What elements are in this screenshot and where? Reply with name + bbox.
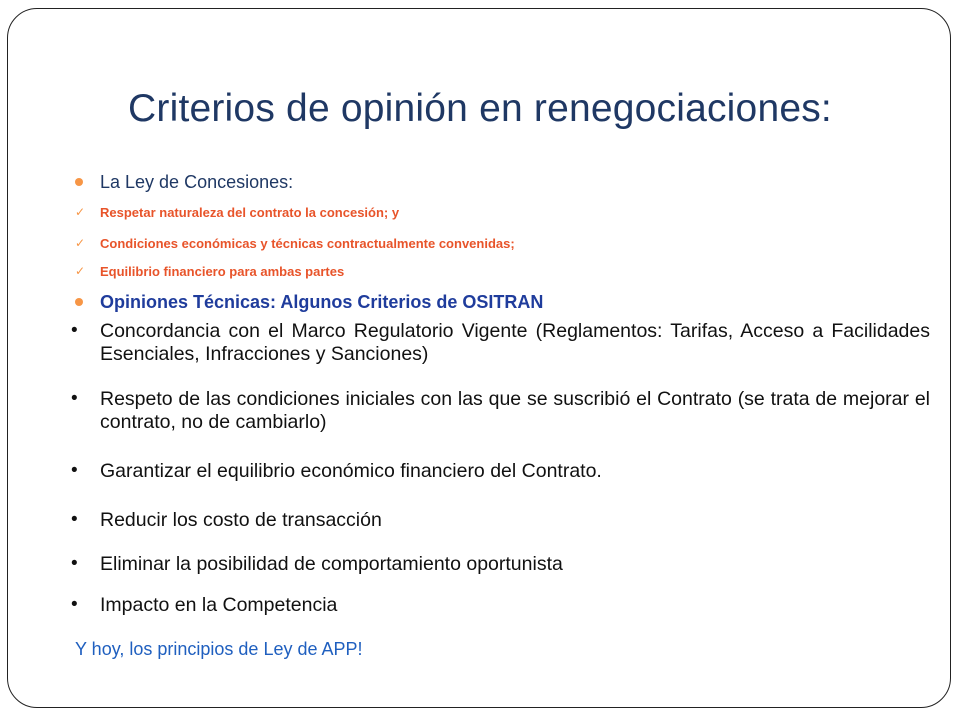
sub-item-text: Respetar naturaleza del contrato la concesión; y bbox=[100, 205, 400, 220]
bullet-dot-icon: • bbox=[71, 594, 78, 615]
orange-dot-icon bbox=[75, 178, 83, 186]
section-heading-ley: La Ley de Concesiones: bbox=[100, 172, 294, 192]
closing-note: Y hoy, los principios de Ley de APP! bbox=[75, 639, 363, 659]
bullet-text: Reducir los costo de transacción bbox=[100, 509, 382, 531]
bullet-text: Garantizar el equilibrio económico financiero del Contrato. bbox=[100, 460, 602, 482]
section-heading-opiniones: Opiniones Técnicas: Algunos Criterios de OSITRAN bbox=[100, 292, 544, 312]
bullet-text: Respeto de las condiciones iniciales con las que se suscribió el Contrato (se trata de mejorar el contrato, no de cambiarlo) bbox=[100, 388, 930, 433]
bullet-text: Impacto en la Competencia bbox=[100, 594, 338, 616]
checkmark-icon: ✓ bbox=[75, 236, 86, 250]
bullet-dot-icon: • bbox=[71, 553, 78, 574]
sub-item-text: Equilibrio financiero para ambas partes bbox=[100, 264, 345, 279]
bullet-dot-icon: • bbox=[71, 509, 78, 530]
checkmark-icon: ✓ bbox=[75, 264, 86, 278]
bullet-text: Eliminar la posibilidad de comportamiento oportunista bbox=[100, 553, 563, 575]
checkmark-icon: ✓ bbox=[75, 205, 86, 219]
bullet-dot-icon: • bbox=[71, 388, 78, 409]
slide-title: Criterios de opinión en renegociaciones: bbox=[128, 87, 832, 130]
orange-dot-icon bbox=[75, 298, 83, 306]
bullet-dot-icon: • bbox=[71, 460, 78, 481]
bullet-text: Concordancia con el Marco Regulatorio Vigente (Reglamentos: Tarifas, Acceso a Facilidades Esenciales, Infracciones y Sanciones) bbox=[100, 320, 930, 365]
sub-item-text: Condiciones económicas y técnicas contractualmente convenidas; bbox=[100, 236, 515, 251]
bullet-dot-icon: • bbox=[71, 320, 78, 341]
